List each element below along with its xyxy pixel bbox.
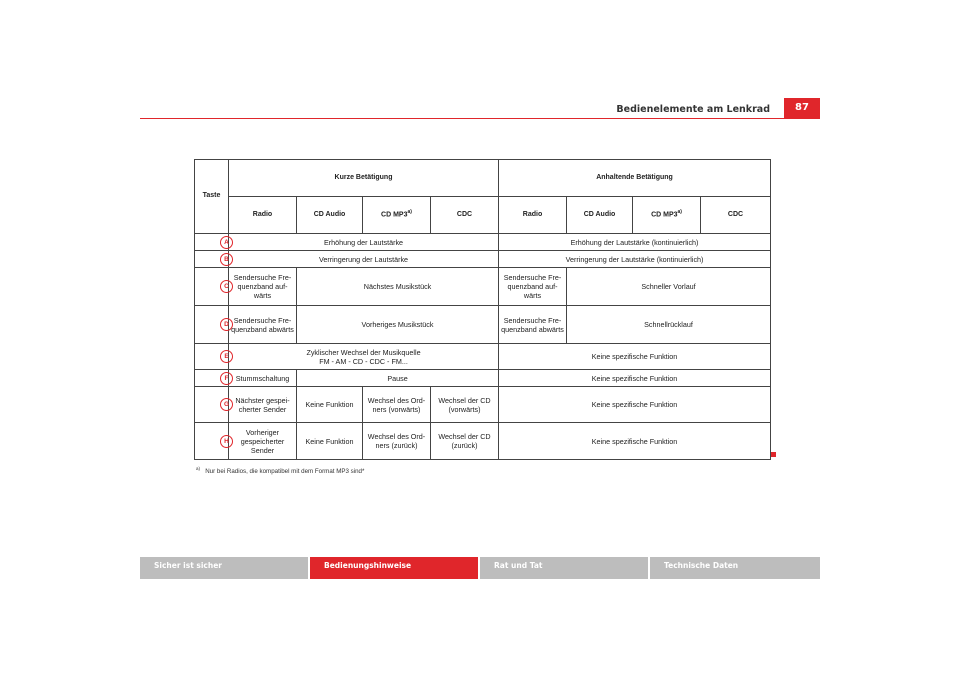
header-rule: [140, 118, 820, 119]
nav-tab-operation[interactable]: Bedienungshinweise: [310, 557, 478, 579]
section-end-marker: [771, 452, 776, 457]
cell-long-radio: Sendersuche Fre-quenzband abwärts: [499, 306, 567, 344]
table-row: [195, 423, 771, 460]
cell-short-line1: Zyklischer Wechsel der Musikquelle: [306, 347, 421, 357]
header-long-press: Anhaltende Betätigung: [499, 160, 771, 197]
nav-tab-safety[interactable]: Sicher ist sicher: [140, 557, 308, 579]
table-row: [195, 234, 771, 251]
table-row: [195, 251, 771, 268]
cell-short-rest: Pause: [297, 370, 499, 387]
cell-short: Verringerung der Lautstärke: [229, 251, 499, 268]
cell-short-radio: Sendersuche Fre-quenzband abwärts: [229, 306, 297, 344]
cell-short: Erhöhung der Lautstärke: [229, 234, 499, 251]
cell-short-cdc: Wechsel der CD (vorwärts): [431, 387, 499, 423]
cell-short-radio: Vorheriger gespeicherter Sender: [229, 423, 297, 460]
sub-header-radio: Radio: [229, 197, 297, 234]
footnote-text: Nur bei Radios, die kompatibel mit dem Format MP3 sind*: [205, 468, 365, 476]
key-marker: B: [195, 251, 229, 268]
steering-controls-table: [194, 159, 771, 460]
cell-short-rest: Vorheriges Musikstück: [297, 306, 499, 344]
cell-short-cd: Keine Funktion: [297, 387, 363, 423]
sub-header-cd-audio-long: CD Audio: [567, 197, 633, 234]
header-taste: Taste: [195, 160, 229, 234]
table-row: [195, 370, 771, 387]
cell-short-radio: Sendersuche Fre-quenzband auf-wärts: [229, 268, 297, 306]
nav-tab-advice[interactable]: Rat und Tat: [480, 557, 648, 579]
table-row: [195, 306, 771, 344]
table-row: [195, 268, 771, 306]
sub-header-radio-long: Radio: [499, 197, 567, 234]
cell-short-mp3: Wechsel des Ord-ners (zurück): [363, 423, 431, 460]
cell-short-rest: Nächstes Musikstück: [297, 268, 499, 306]
cell-short-radio: Stummschaltung: [229, 370, 297, 387]
page-number: 87: [784, 98, 820, 118]
key-marker: H: [195, 423, 229, 460]
key-marker: F: [195, 370, 229, 387]
table-row: [195, 387, 771, 423]
table-row: [195, 344, 771, 370]
sub-header-cd-audio: CD Audio: [297, 197, 363, 234]
cell-short-mp3: Wechsel des Ord-ners (vorwärts): [363, 387, 431, 423]
sub-header-cd-mp3: CD MP3$^{a)}$: [363, 197, 431, 234]
cell-long: Keine spezifische Funktion: [499, 370, 771, 387]
key-marker: D: [195, 306, 229, 344]
cell-long: Keine spezifische Funktion: [499, 423, 771, 460]
page-title: Bedienelemente am Lenkrad: [616, 104, 770, 115]
cell-long-rest: Schnellrücklauf: [567, 306, 771, 344]
key-marker: E: [195, 344, 229, 370]
nav-tab-technical-data[interactable]: Technische Daten: [650, 557, 820, 579]
cell-short-cd: Keine Funktion: [297, 423, 363, 460]
cell-short: [229, 344, 499, 370]
cell-long: Keine spezifische Funktion: [499, 344, 771, 370]
cell-long-rest: Schneller Vorlauf: [567, 268, 771, 306]
cell-short-radio: Nächster gespei-cherter Sender: [229, 387, 297, 423]
sub-header-cdc: CDC: [431, 197, 499, 234]
footnote: [196, 466, 364, 475]
header-short-press: Kurze Betätigung: [229, 160, 499, 197]
key-marker: G: [195, 387, 229, 423]
footnote-mark: a): [196, 466, 201, 471]
cell-long: Erhöhung der Lautstärke (kontinuierlich): [499, 234, 771, 251]
key-marker: A: [195, 234, 229, 251]
key-marker: C: [195, 268, 229, 306]
cell-long: Verringerung der Lautstärke (kontinuierlich): [499, 251, 771, 268]
cell-long: Keine spezifische Funktion: [499, 387, 771, 423]
cell-short-line2: FM - AM - CD - CDC - FM...: [319, 356, 408, 366]
cell-short-cdc: Wechsel der CD (zurück): [431, 423, 499, 460]
sub-header-cd-mp3-long: CD MP3$^{a)}$: [633, 197, 701, 234]
sub-header-cdc-long: CDC: [701, 197, 771, 234]
cell-long-radio: Sendersuche Fre-quenzband auf-wärts: [499, 268, 567, 306]
